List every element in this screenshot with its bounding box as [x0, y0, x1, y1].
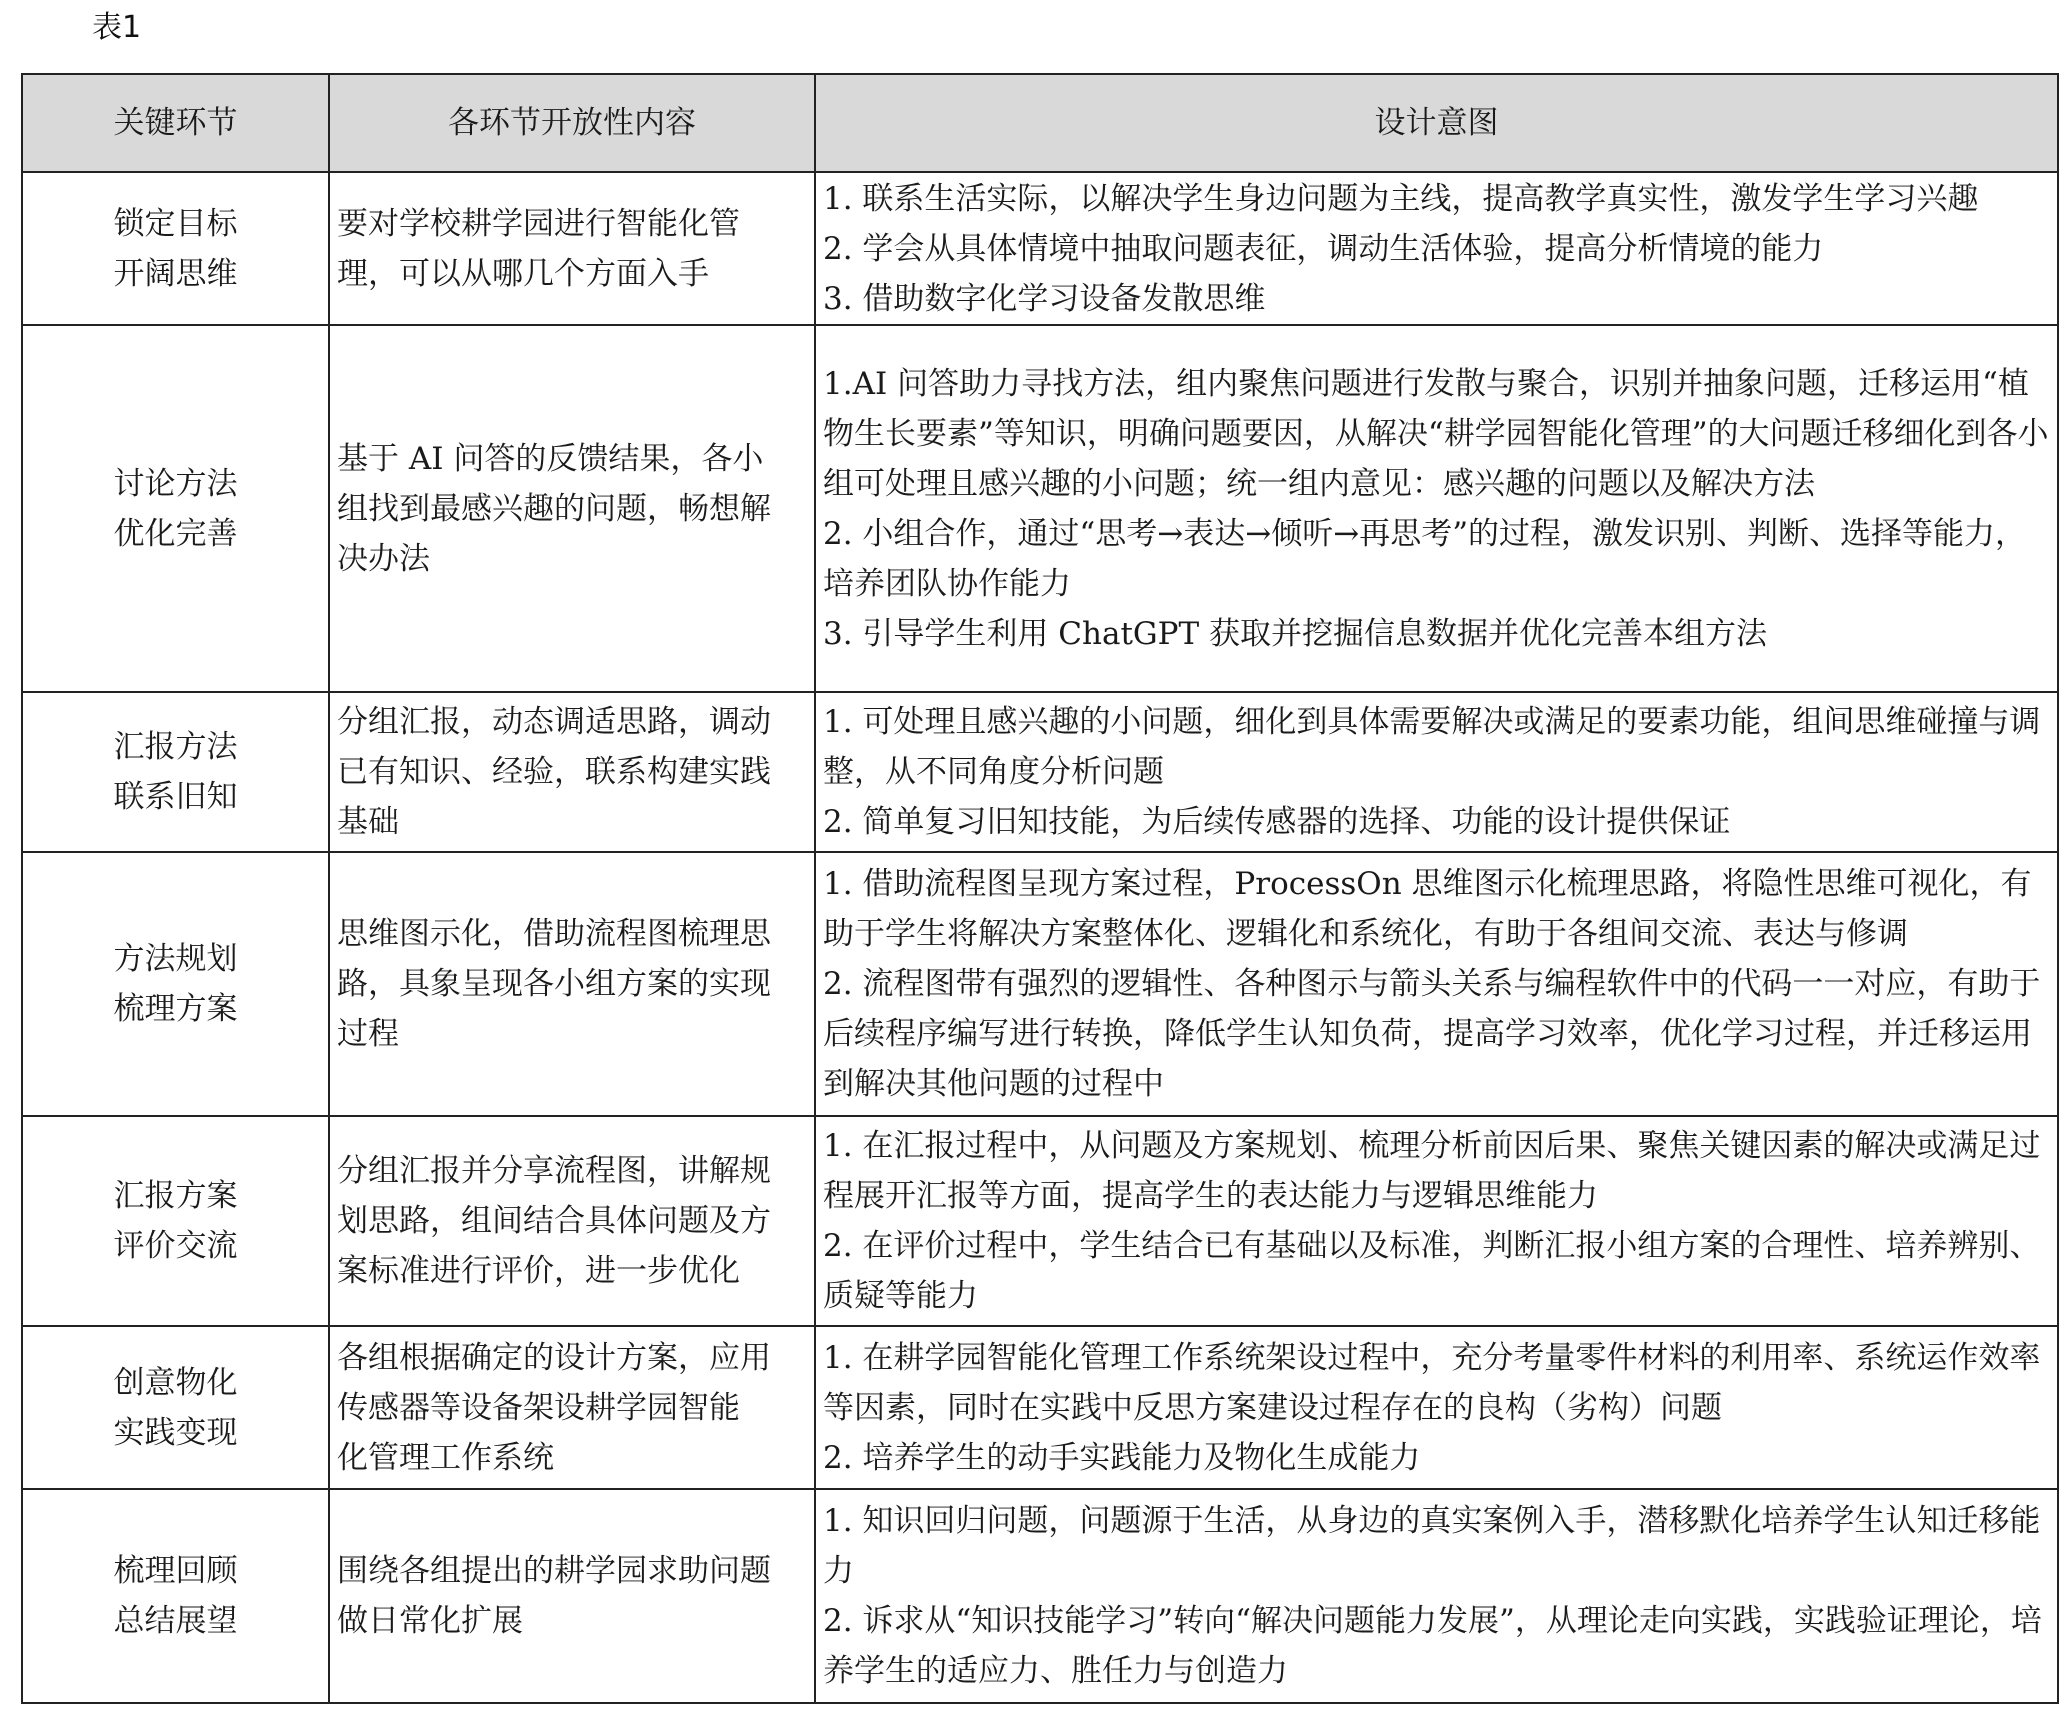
- table-header-row: [22, 74, 2058, 172]
- content-line: 过程: [337, 1016, 399, 1052]
- stage-line: 讨论方法: [113, 465, 238, 502]
- intent-cell: [815, 1326, 2058, 1489]
- content-line: 要对学校耕学园进行智能化管: [337, 205, 740, 242]
- content-cell: [329, 692, 815, 852]
- content-line: 划思路，组间结合具体问题及方: [337, 1203, 771, 1239]
- content-line: 思维图示化，借助流程图梳理思: [337, 916, 771, 952]
- stage-cell: [22, 1326, 329, 1489]
- intent-item: 2. 在评价过程中，学生结合已有基础以及标准，判断汇报小组方案的合理性、培养辨别、质疑等能力: [823, 1228, 2041, 1314]
- intent-item: 2. 简单复习旧知技能，为后续传感器的选择、功能的设计提供保证: [823, 804, 1731, 840]
- stage-design-table: [21, 73, 2059, 1704]
- intent-item: 2. 学会从具体情境中抽取问题表征，调动生活体验，提高分析情境的能力: [823, 230, 1824, 267]
- stage-line: 实践变现: [113, 1414, 238, 1451]
- intent-cell: [815, 692, 2058, 852]
- intent-item: 1. 借助流程图呈现方案过程，ProcessOn 思维图示化梳理思路，将隐性思维可视化，有助于学生将解决方案整体化、逻辑化和系统化，有助于各组间交流、表达与修调: [823, 866, 2032, 952]
- table-row: [22, 692, 2058, 852]
- content-cell: [329, 1326, 815, 1489]
- table-row: [22, 172, 2058, 325]
- stage-line: 方法规划: [113, 941, 238, 977]
- intent-item: 1. 联系生活实际，以解决学生身边问题为主线，提高教学真实性，激发学生学习兴趣: [823, 180, 1979, 217]
- content-cell: [329, 325, 815, 692]
- content-line: 案标准进行评价，进一步优化: [337, 1253, 740, 1289]
- intent-item: 1. 在耕学园智能化管理工作系统架设过程中，充分考量零件材料的利用率、系统运作效率等因素，同时在实践中反思方案建设过程存在的良构（劣构）问题: [823, 1339, 2041, 1426]
- stage-cell: [22, 172, 329, 325]
- stage-line: 梳理回顾: [113, 1553, 238, 1589]
- content-cell: [329, 172, 815, 325]
- intent-cell: [815, 1116, 2058, 1326]
- intent-item: 1. 知识回归问题，问题源于生活，从身边的真实案例入手，潜移默化培养学生认知迁移能力: [823, 1503, 2041, 1589]
- intent-item: 1.AI 问答助力寻找方法，组内聚焦问题进行发散与聚合，识别并抽象问题，迁移运用“植物生长要素”等知识，明确问题要因，从解决“耕学园智能化管理”的大问题迁移细化到各小组可处理且感兴趣的小问题；统一组内意见：感兴趣的问题以及解决方法: [823, 365, 2049, 502]
- content-cell: [329, 852, 815, 1116]
- content-line: 基础: [337, 804, 399, 840]
- content-line: 围绕各组提出的耕学园求助问题: [337, 1553, 771, 1589]
- header-content: 各环节开放性内容: [329, 74, 815, 172]
- table-row: [22, 1489, 2058, 1703]
- content-line: 路，具象呈现各小组方案的实现: [337, 966, 771, 1002]
- stage-cell: [22, 852, 329, 1116]
- content-line: 化管理工作系统: [337, 1439, 554, 1476]
- content-cell: [329, 1116, 815, 1326]
- table-row: [22, 1116, 2058, 1326]
- content-line: 做日常化扩展: [337, 1603, 523, 1639]
- intent-item: 2. 流程图带有强烈的逻辑性、各种图示与箭头关系与编程软件中的代码一一对应，有助于后续程序编写进行转换，降低学生认知负荷，提高学习效率，优化学习过程，并迁移运用到解决其他问题的过程中: [823, 966, 2041, 1102]
- stage-cell: [22, 325, 329, 692]
- table-row: [22, 1326, 2058, 1489]
- stage-line: 开阔思维: [113, 255, 238, 292]
- stage-line: 创意物化: [113, 1364, 238, 1401]
- content-line: 基于 AI 问答的反馈结果，各小: [337, 440, 764, 477]
- stage-line: 梳理方案: [113, 991, 238, 1027]
- content-line: 已有知识、经验，联系构建实践: [337, 754, 771, 790]
- content-cell: [329, 1489, 815, 1703]
- content-line: 理，可以从哪几个方面入手: [337, 255, 709, 292]
- intent-cell: [815, 1489, 2058, 1703]
- stage-line: 锁定目标: [113, 205, 238, 242]
- stage-line: 总结展望: [113, 1603, 238, 1639]
- intent-item: 1. 在汇报过程中，从问题及方案规划、梳理分析前因后果、聚焦关键因素的解决或满足过程展开汇报等方面，提高学生的表达能力与逻辑思维能力: [823, 1128, 2041, 1214]
- intent-item: 3. 借助数字化学习设备发散思维: [823, 280, 1266, 317]
- stage-line: 联系旧知: [113, 779, 238, 815]
- stage-line: 评价交流: [113, 1228, 238, 1264]
- header-intent: 设计意图: [815, 74, 2058, 172]
- stage-cell: [22, 692, 329, 852]
- intent-item: 3. 引导学生利用 ChatGPT 获取并挖掘信息数据并优化完善本组方法: [823, 615, 1768, 652]
- table-row: [22, 325, 2058, 692]
- content-line: 传感器等设备架设耕学园智能: [337, 1389, 740, 1426]
- intent-cell: [815, 852, 2058, 1116]
- intent-item: 1. 可处理且感兴趣的小问题，细化到具体需要解决或满足的要素功能，组间思维碰撞与调整，从不同角度分析问题: [823, 704, 2041, 790]
- content-line: 决办法: [337, 540, 430, 577]
- table-row: [22, 852, 2058, 1116]
- intent-cell: [815, 325, 2058, 692]
- content-line: 分组汇报，动态调适思路，调动: [337, 704, 771, 740]
- content-line: 各组根据确定的设计方案，应用: [337, 1339, 771, 1376]
- stage-cell: [22, 1489, 329, 1703]
- table-caption: 表1: [92, 10, 142, 45]
- stage-line: 优化完善: [113, 515, 238, 552]
- stage-line: 汇报方法: [113, 729, 238, 765]
- content-line: 组找到最感兴趣的问题，畅想解: [337, 490, 771, 527]
- intent-item: 2. 培养学生的动手实践能力及物化生成能力: [823, 1439, 1421, 1476]
- intent-item: 2. 小组合作，通过“思考→表达→倾听→再思考”的过程，激发识别、判断、选择等能力，培养团队协作能力: [823, 515, 2027, 602]
- header-stage: 关键环节: [22, 74, 329, 172]
- content-line: 分组汇报并分享流程图，讲解规: [337, 1153, 771, 1189]
- intent-cell: [815, 172, 2058, 325]
- stage-cell: [22, 1116, 329, 1326]
- stage-line: 汇报方案: [113, 1178, 238, 1214]
- intent-item: 2. 诉求从“知识技能学习”转向“解决问题能力发展”，从理论走向实践，实践验证理论，培养学生的适应力、胜任力与创造力: [823, 1603, 2042, 1689]
